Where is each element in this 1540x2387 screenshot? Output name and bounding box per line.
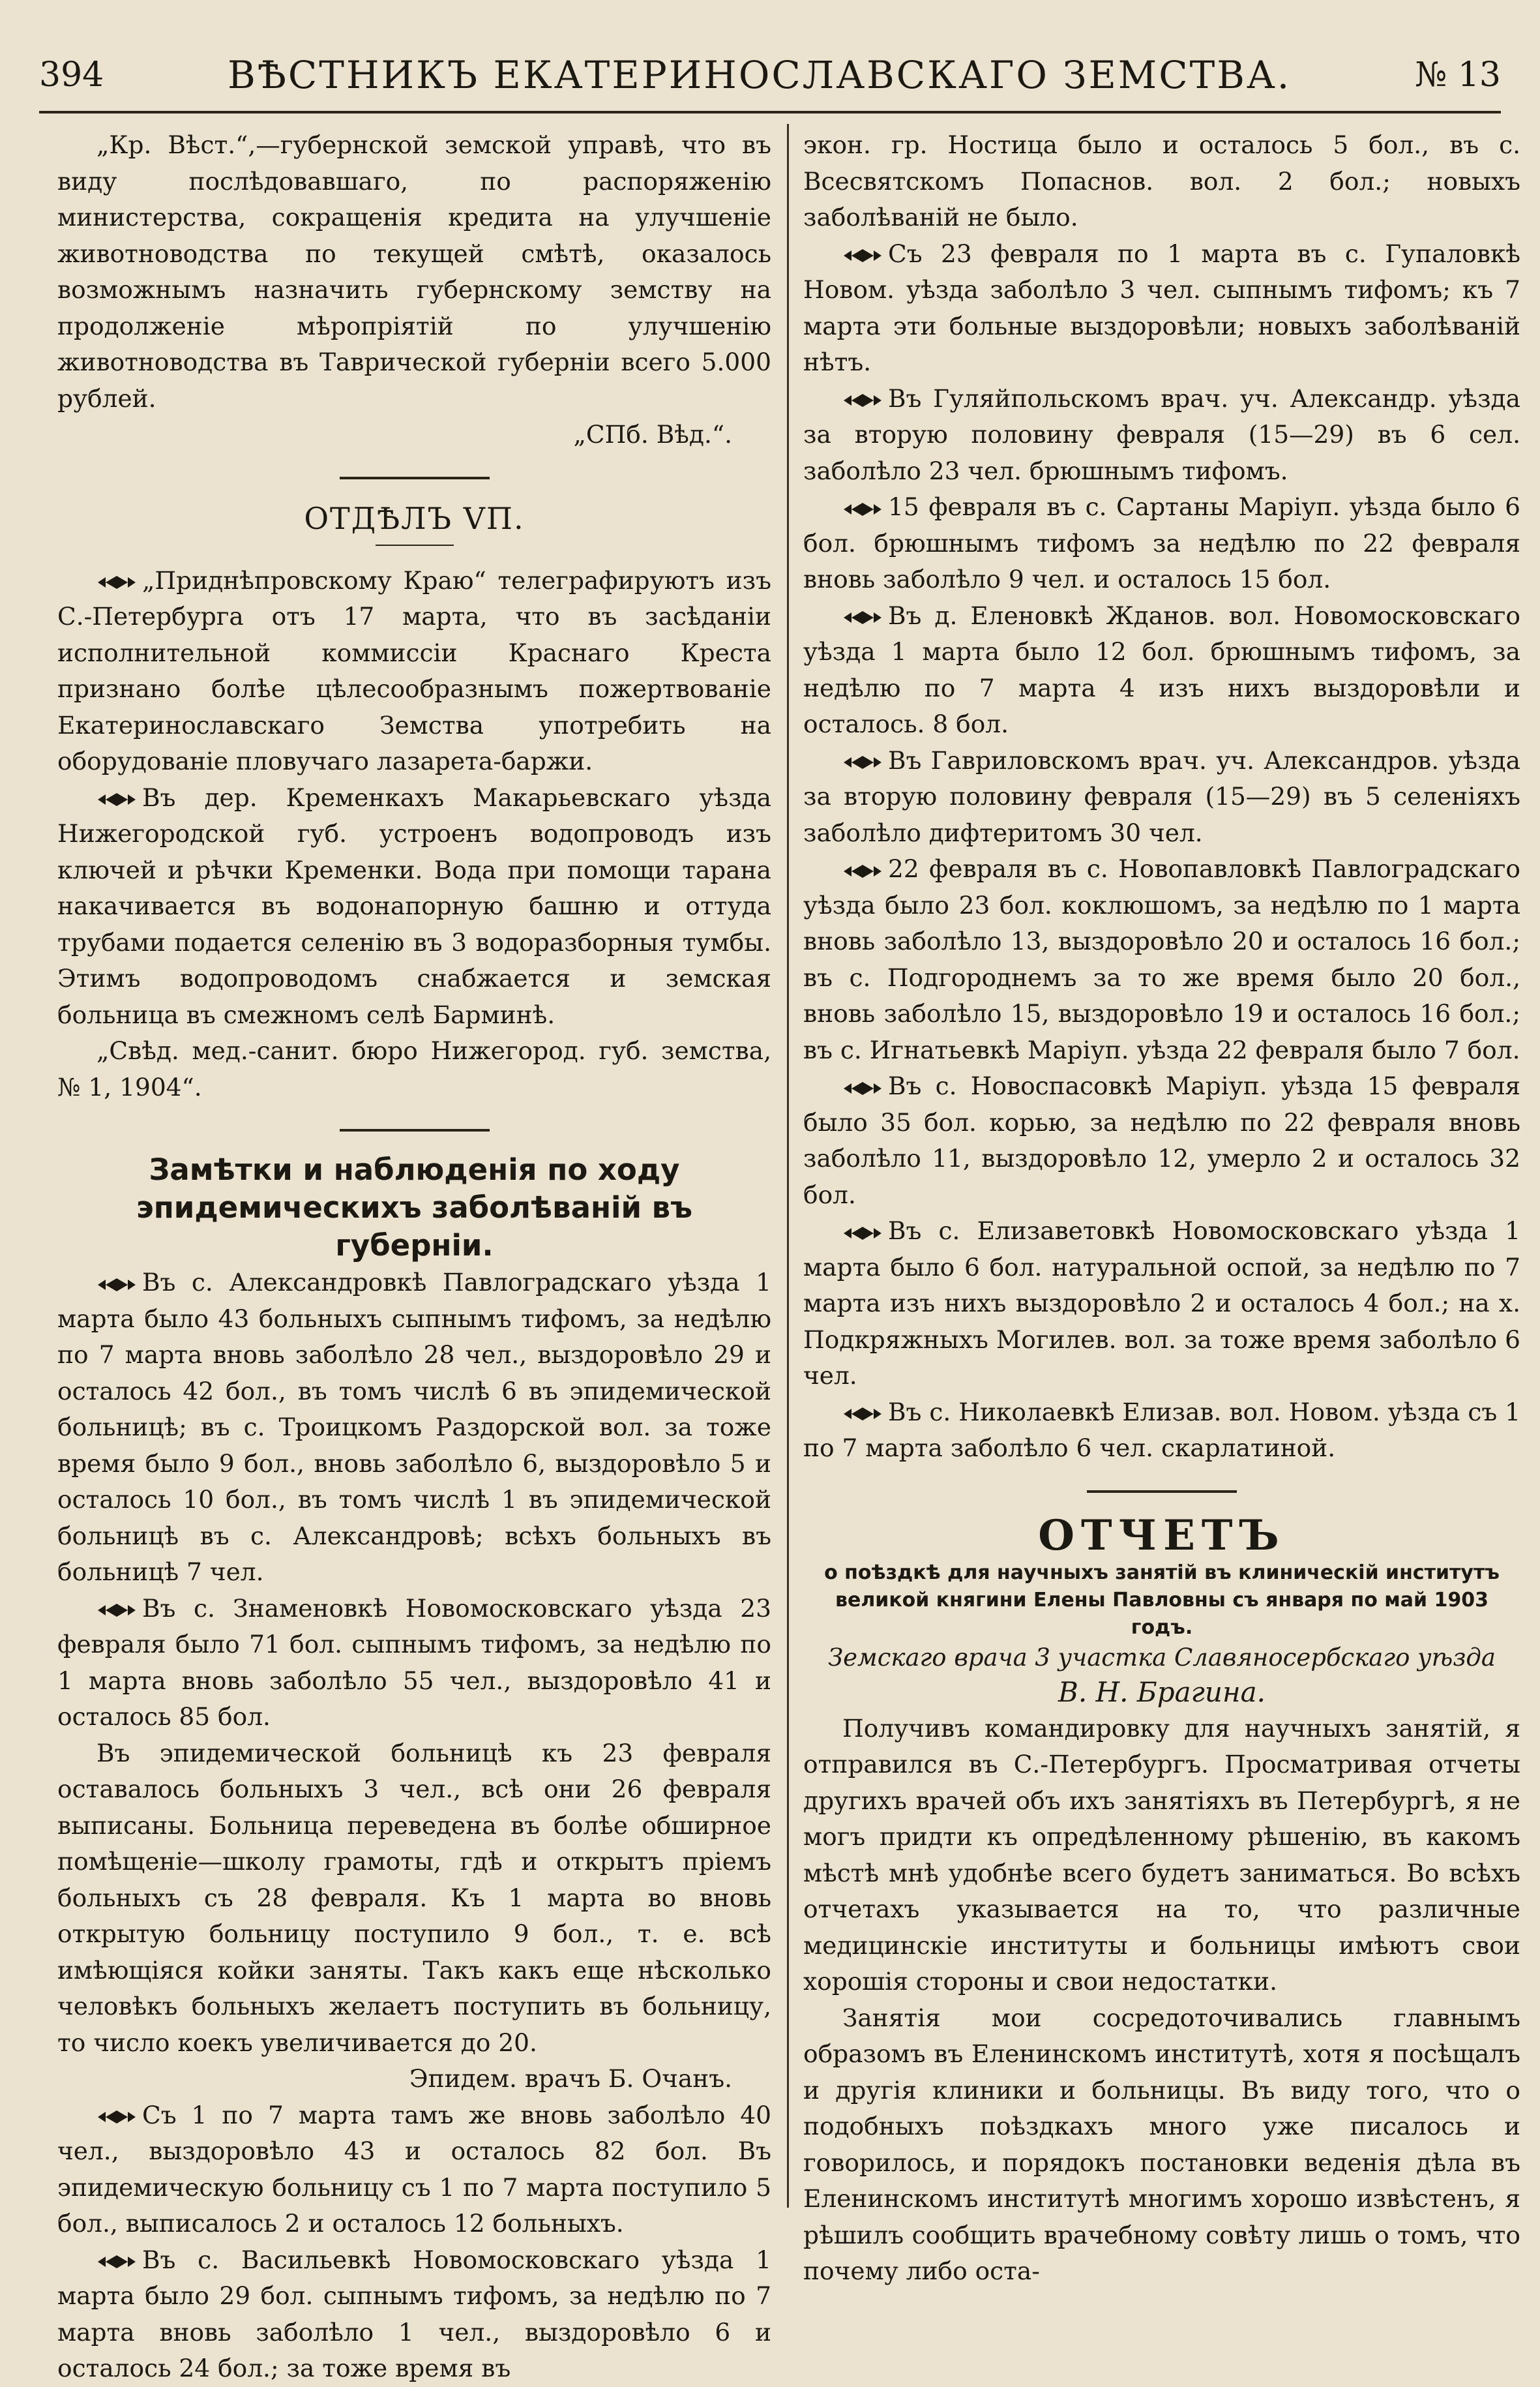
report-paragraph: Получивъ командировку для научныхъ занятій, я отправился въ С.-Петербургъ. Просматривая отчеты другихъ врачей объ ихъ занятіяхъ въ Петербургѣ, я не могъ придти къ опредѣленному рѣшенію, въ какомъ мѣстѣ мнѣ удобнѣе всего будетъ заниматься. Во всѣхъ отчетахъ указывается на то, что различные медицинскіе институты и больницы имѣютъ свои хорошія стороны и свои недостатки.	[803, 1713, 1520, 1996]
ornament-bullet-icon	[842, 1081, 883, 1096]
news-source: „Свѣд. мед.-санит. бюро Нижегород. губ. земства, № 1, 1904“.	[57, 1036, 771, 1102]
separator	[340, 477, 490, 479]
separator	[376, 545, 454, 546]
ornament-bullet-icon	[96, 2254, 137, 2270]
epidemic-paragraph: Въ эпидемической больницѣ къ 23 февраля оставалось больныхъ 3 чел., всѣ они 26 февраля выписаны. Больница переведена въ болѣе обширное помѣщеніе—школу грамоты, гдѣ и открытъ пріемъ больныхъ съ 28 февраля. Къ 1 марта во вновь открытую больницу поступило 9 бол., т. е. всѣ имѣющіяся койки заняты. Такъ какъ еще нѣсколько человѣкъ больныхъ желаетъ поступить въ больницу, то число коекъ увеличивается до 20.	[57, 1738, 771, 2057]
epidemic-item: Въ с. Александровкѣ Павлоградскаго уѣзда 1 марта было 43 больныхъ сыпнымъ тифомъ, за недѣлю по 7 марта вновь заболѣло 28 чел., выздоровѣло 29 и осталось 42 бол., въ томъ числѣ 6 въ эпидемической больницѣ; въ с. Троицкомъ Раздорской вол. за тоже время было 9 бол., вновь заболѣло 6, выздоровѣло 5 и осталось 10 бол., въ томъ числѣ 1 въ эпидемической больницѣ въ с. Александровѣ; всѣхъ больныхъ въ больницѣ 7 чел.	[57, 1268, 771, 1586]
ornament-bullet-icon	[842, 502, 883, 517]
epidemic-item: Въ с. Новоспасовкѣ Маріуп. уѣзда 15 февраля было 35 бол. корью, за недѣлю по 22 февраля вновь заболѣло 11, выздоровѣло 12, умерло 2 и осталось 32 бол.	[803, 1072, 1520, 1209]
epidemic-item: Въ с. Николаевкѣ Елизав. вол. Новом. уѣзда съ 1 по 7 марта заболѣло 6 чел. скарлатиной.	[803, 1397, 1520, 1462]
epidemic-item: 22 февраля въ с. Новопавловкѣ Павлоградскаго уѣзда было 23 бол. коклюшомъ, за недѣлю по 1 марта вновь заболѣло 13, выздоровѣло 20 и осталось 16 бол.; въ с. Подгороднемъ за то же время было 20 бол., вновь заболѣло 15, выздоровѣло 19 и осталось 16 бол.; въ с. Игнатьевкѣ Маріуп. уѣзда 22 февраля было 7 бол.	[803, 854, 1520, 1064]
epidemic-item: Въ с. Васильевкѣ Новомосковскаго уѣзда 1 марта было 29 бол. сыпнымъ тифомъ, за недѣлю по 7 марта вновь заболѣло 1 чел., выздоровѣло 6 и осталось 24 бол.; за тоже время въ	[57, 2245, 771, 2382]
epidemic-item: Въ с. Елизаветовкѣ Новомосковскаго уѣзда 1 марта было 6 бол. натуральной оспой, за недѣлю по 7 марта изъ нихъ выздоровѣло 2 и осталось 4 бол.; на х. Подкряжныхъ Могилев. вол. за тоже время заболѣло 6 чел.	[803, 1216, 1520, 1390]
report-title: ОТЧЕТЪ	[1038, 1510, 1286, 1560]
report-author-role: Земскаго врача 3 участка Славяносербскаго уѣзда	[828, 1643, 1496, 1672]
ornament-bullet-icon	[96, 575, 137, 590]
epidemic-item: Въ д. Еленовкѣ Жданов. вол. Новомосковскаго уѣзда 1 марта было 12 бол. брюшнымъ тифомъ, за недѣлю по 7 марта 4 изъ нихъ выздоровѣли и осталось. 8 бол.	[803, 601, 1520, 738]
epidemic-item: Въ Гуляйпольскомъ врач. уч. Александр. уѣзда за вторую половину февраля (15—29) въ 6 сел. заболѣло 23 чел. брюшнымъ тифомъ.	[803, 383, 1520, 485]
ornament-bullet-icon	[96, 1277, 137, 1293]
section-title: ОТДѢЛЪ VП.	[304, 500, 525, 536]
news-item: Въ дер. Кременкахъ Макарьевскаго уѣзда Нижегородской губ. устроенъ водопроводъ изъ ключей и рѣчки Кременки. Вода при помощи тарана накачивается въ водонапорную башню и оттуда трубами подается селенію въ 3 водоразборныя тумбы. Этимъ водопроводомъ снабжается и земская больница въ смежномъ селѣ Барминѣ.	[57, 783, 771, 1029]
right-column	[803, 127, 1520, 2285]
ornament-bullet-icon	[96, 1602, 137, 1618]
epidemic-item: Съ 23 февраля по 1 марта въ с. Гупаловкѣ Новом. уѣзда заболѣло 3 чел. сыпнымъ тифомъ; къ 7 марта эти больные выздоровѣли; новыхъ заболѣваній нѣтъ.	[803, 239, 1520, 376]
issue-number: № 13	[1415, 55, 1501, 95]
epidemic-item: Въ Гавриловскомъ врач. уч. Александров. уѣзда за вторую половину февраля (15—29) въ 5 селеніяхъ заболѣло дифтеритомъ 30 чел.	[803, 745, 1520, 847]
ornament-bullet-icon	[96, 2109, 137, 2125]
page-number: 394	[39, 55, 104, 95]
continued-paragraph: экон. гр. Ностица было и осталось 5 бол., въ с. Всесвятскомъ Попаснов. вол. 2 бол.; новыхъ заболѣваній не было.	[803, 130, 1520, 232]
ornament-bullet-icon	[842, 1406, 883, 1422]
ornament-bullet-icon	[842, 863, 883, 879]
ornament-bullet-icon	[842, 393, 883, 408]
ornament-bullet-icon	[842, 610, 883, 625]
epidemic-item: Въ с. Знаменовкѣ Новомосковскаго уѣзда 23 февраля было 71 бол. сыпнымъ тифомъ, за недѣлю по 1 марта вновь заболѣло 55 чел., выздоровѣло 41 и осталось 85 бол.	[57, 1593, 771, 1731]
report-paragraph: Занятія мои сосредоточивались главнымъ образомъ въ Еленинскомъ институтѣ, хотя я посѣщалъ и другія клиники и больницы. Въ виду того, что о подобныхъ поѣздкахъ много уже писалось и говорилось, и порядокъ постановки веденія дѣла въ Еленинскомъ институтѣ многимъ хорошо извѣстенъ, я рѣшилъ сообщить врачебному совѣту лишь о томъ, что почему либо оста-	[803, 2003, 1520, 2285]
page-header	[39, 39, 1501, 113]
ornament-bullet-icon	[842, 1225, 883, 1241]
left-column	[57, 127, 771, 2382]
epidemic-section-title: Замѣтки и наблюденія по ходу эпидемическихъ заболѣваній въ губерніи.	[136, 1152, 692, 1263]
separator	[340, 1129, 490, 1132]
publication-title: ВѢСТНИКЪ ЕКАТЕРИНОСЛАВСКАГО ЗЕМСТВА.	[228, 53, 1292, 97]
column-divider	[787, 124, 789, 2208]
intro-source: „СПб. Вѣд.“.	[573, 420, 732, 449]
report-subtitle: о поѣздкѣ для научныхъ занятій въ клиническій институтъ великой княгини Елены Павловны съ января по май 1903 годъ.	[824, 1561, 1500, 1639]
ornament-bullet-icon	[96, 792, 137, 807]
ornament-bullet-icon	[842, 755, 883, 770]
epidemic-item: 15 февраля въ с. Сартаны Маріуп. уѣзда было 6 бол. брюшнымъ тифомъ за недѣлю по 22 февраля вновь заболѣло 9 чел. и осталось 15 бол.	[803, 492, 1520, 593]
report-author-name: В. Н. Брагина.	[1058, 1675, 1266, 1708]
separator	[1087, 1490, 1237, 1493]
epidemic-item: Съ 1 по 7 марта тамъ же вновь заболѣло 40 чел., выздоровѣло 43 и осталось 82 бол. Въ эпидемическую больницу съ 1 по 7 марта поступило 5 бол., выписалось 2 и осталось 12 больныхъ.	[57, 2100, 771, 2238]
intro-paragraph: „Кр. Вѣст.“,—губернской земской управѣ, что въ виду послѣдовавшаго, по распоряженію министерства, сокращенія кредита на улучшеніе животноводства по текущей смѣтѣ, оказалось возможнымъ назначить губернскому земству на продолженіе мѣропріятій по улучшенію животноводства въ Таврической губерніи всего 5.000 рублей.	[57, 130, 771, 413]
signature: Эпидем. врачъ Б. Очанъ.	[409, 2064, 732, 2093]
news-item: „Приднѣпровскому Краю“ телеграфируютъ изъ С.-Петербурга отъ 17 марта, что въ засѣданіи исполнительной коммиссіи Краснаго Креста признано болѣе цѣлесообразнымъ пожертвованіе Екатеринославскаго Земства употребить на оборудованіе пловучаго лазарета-баржи.	[57, 565, 771, 775]
ornament-bullet-icon	[842, 248, 883, 263]
